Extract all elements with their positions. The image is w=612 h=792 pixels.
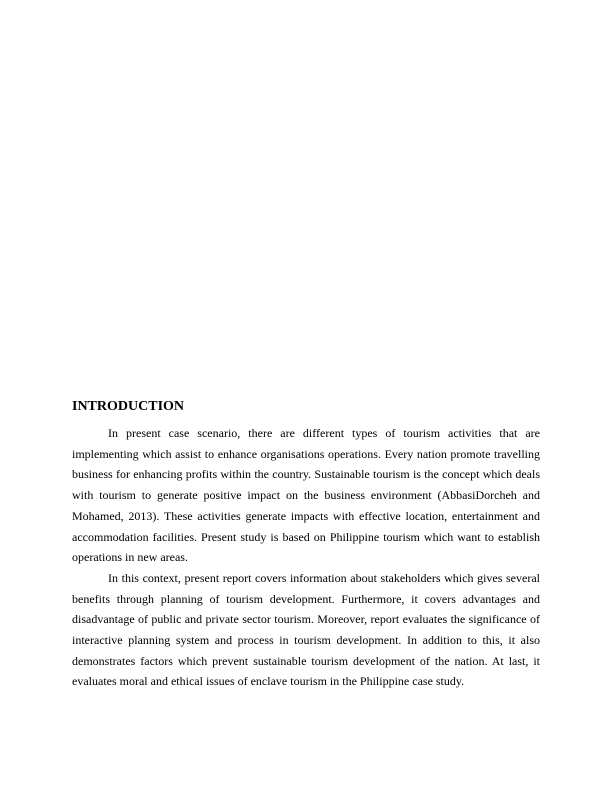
intro-paragraph-1: In present case scenario, there are different types of tourism activities that are implementing which assist to enhance organisations operations. Every nation promote travelling business for enhancing profits within the country. Sustainable tourism is the concept which deals with tourism to generate positive impact on the business environment (AbbasiDorcheh and Mohamed, 2013). These activities generate impacts with effective location, entertainment and accommodation facilities. Present study is based on Philippine tourism which want to establish operations in new areas.: [72, 426, 540, 565]
intro-paragraph-2: In this context, present report covers information about stakeholders which gives several benefits through planning of tourism development. Furthermore, it covers advantages and disadvantage of public and private sector tourism. Moreover, report evaluates the significance of interactive planning system and process in tourism development. In addition to this, it also demonstrates factors which prevent sustainable tourism development of the nation. At last, it evaluates moral and ethical issues of enclave tourism in the Philippine case study.: [72, 570, 540, 689]
section-heading: INTRODUCTION: [72, 399, 185, 414]
page-content: [72, 397, 540, 692]
